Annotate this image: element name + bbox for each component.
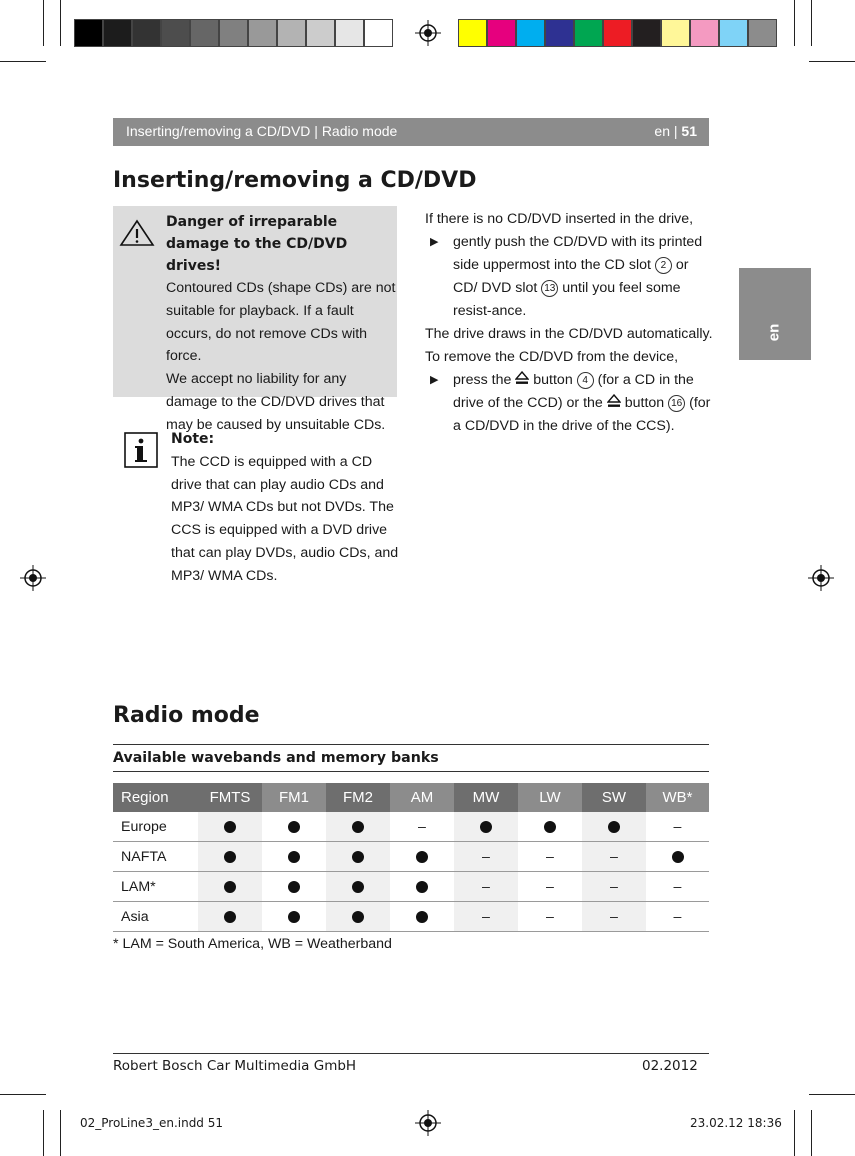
- available-dot-icon: [262, 872, 326, 902]
- filled-circle-icon: [224, 851, 236, 863]
- unavailable-cell: –: [454, 842, 518, 872]
- available-dot-icon: [646, 842, 709, 872]
- available-dot-icon: [582, 812, 646, 842]
- footer-divider: [113, 1053, 709, 1054]
- remove-step: ▶ press the button 4 (for a CD in the drive of the CCD) or the button 16 (for a CD/DVD in the drive of the CCS).: [425, 369, 715, 438]
- warning-box: [113, 206, 397, 433]
- column-header: WB*: [646, 783, 709, 812]
- filled-circle-icon: [224, 821, 236, 833]
- unavailable-cell: –: [518, 842, 582, 872]
- color-swatch: [248, 19, 277, 47]
- color-swatch: [574, 19, 603, 47]
- filled-circle-icon: [352, 851, 364, 863]
- column-header: FMTS: [198, 783, 262, 812]
- slug-timestamp: 23.02.12 18:36: [690, 1116, 782, 1130]
- bullet-arrow-icon: ▶: [430, 236, 439, 248]
- unavailable-cell: –: [390, 812, 454, 842]
- region-name: Europe: [113, 812, 198, 842]
- region-name: NAFTA: [113, 842, 198, 872]
- column-header: SW: [582, 783, 646, 812]
- filled-circle-icon: [352, 821, 364, 833]
- filled-circle-icon: [224, 881, 236, 893]
- unavailable-cell: –: [454, 902, 518, 932]
- color-swatch: [748, 19, 777, 47]
- footer-date: 02.2012: [642, 1058, 698, 1074]
- region-name: Asia: [113, 902, 198, 932]
- note-body: The CCD is equipped with a CD drive that can play audio CDs and MP3/ WMA CDs but not DVDs. The CCS is equipped with a DVD drive that can play DVDs, audio CDs, and MP3/ WMA CDs.: [171, 453, 399, 584]
- filled-circle-icon: [288, 881, 300, 893]
- column-header: AM: [390, 783, 454, 812]
- available-dot-icon: [326, 872, 390, 902]
- color-swatch: [335, 19, 364, 47]
- page-header: [113, 118, 709, 146]
- color-swatch: [458, 19, 487, 47]
- footer-company: Robert Bosch Car Multimedia GmbH: [113, 1058, 357, 1074]
- note-block: [171, 428, 399, 588]
- available-dot-icon: [390, 842, 454, 872]
- color-swatch: [277, 19, 306, 47]
- header-page-info: en | 51: [654, 123, 697, 139]
- filled-circle-icon: [352, 911, 364, 923]
- section-title-cd: Inserting/removing a CD/DVD: [113, 168, 477, 193]
- table-row: [113, 872, 709, 902]
- eject-icon: [515, 371, 529, 386]
- unavailable-cell: –: [646, 902, 709, 932]
- unavailable-cell: –: [582, 842, 646, 872]
- filled-circle-icon: [416, 911, 428, 923]
- color-swatch: [219, 19, 248, 47]
- color-swatch: [661, 19, 690, 47]
- unavailable-cell: –: [518, 902, 582, 932]
- insert-step: ▶ gently push the CD/DVD with its printed side uppermost into the CD slot 2 or CD/ DVD slot 13 until you feel some resist-ance.: [425, 231, 715, 323]
- column-header: FM2: [326, 783, 390, 812]
- color-swatch: [103, 19, 132, 47]
- header-section-title: Inserting/removing a CD/DVD | Radio mode: [126, 123, 398, 139]
- available-dot-icon: [390, 902, 454, 932]
- divider: [113, 744, 709, 745]
- color-swatch: [719, 19, 748, 47]
- filled-circle-icon: [288, 911, 300, 923]
- slug-filename: 02_ProLine3_en.indd 51: [80, 1116, 224, 1130]
- available-dot-icon: [390, 872, 454, 902]
- available-dot-icon: [262, 812, 326, 842]
- unavailable-cell: –: [646, 872, 709, 902]
- available-dot-icon: [326, 812, 390, 842]
- filled-circle-icon: [352, 881, 364, 893]
- table-row: [113, 842, 709, 872]
- available-dot-icon: [518, 812, 582, 842]
- eject-icon: [607, 394, 621, 409]
- color-swatch: [516, 19, 545, 47]
- available-dot-icon: [198, 872, 262, 902]
- auto-draw-text: The drive draws in the CD/DVD automatically.: [425, 326, 713, 342]
- color-swatch: [74, 19, 103, 47]
- available-dot-icon: [198, 812, 262, 842]
- filled-circle-icon: [672, 851, 684, 863]
- color-swatch: [690, 19, 719, 47]
- table-caption: Available wavebands and memory banks: [113, 750, 439, 766]
- unavailable-cell: –: [454, 872, 518, 902]
- color-swatch: [161, 19, 190, 47]
- color-swatch: [545, 19, 574, 47]
- column-header: MW: [454, 783, 518, 812]
- filled-circle-icon: [416, 851, 428, 863]
- available-dot-icon: [198, 902, 262, 932]
- callout-number: 16: [668, 395, 685, 412]
- callout-number: 2: [655, 257, 672, 274]
- unavailable-cell: –: [518, 872, 582, 902]
- waveband-table: [113, 783, 709, 932]
- table-footnote: * LAM = South America, WB = Weatherband: [113, 936, 392, 952]
- section-title-radio: Radio mode: [113, 703, 260, 728]
- grayscale-color-bar: [74, 19, 393, 47]
- filled-circle-icon: [480, 821, 492, 833]
- language-tab: en: [739, 268, 811, 360]
- filled-circle-icon: [608, 821, 620, 833]
- available-dot-icon: [262, 842, 326, 872]
- available-dot-icon: [262, 902, 326, 932]
- table-row: [113, 812, 709, 842]
- color-swatch: [487, 19, 516, 47]
- instructions-column: [425, 208, 715, 438]
- registration-mark-icon: [20, 565, 46, 591]
- available-dot-icon: [198, 842, 262, 872]
- color-swatch: [190, 19, 219, 47]
- remove-intro: To remove the CD/DVD from the device,: [425, 349, 679, 365]
- insert-intro: If there is no CD/DVD inserted in the drive,: [425, 211, 694, 227]
- divider: [113, 771, 709, 772]
- filled-circle-icon: [416, 881, 428, 893]
- available-dot-icon: [326, 842, 390, 872]
- process-color-bar: [458, 19, 777, 47]
- column-header: FM1: [262, 783, 326, 812]
- column-header-region: Region: [113, 783, 198, 812]
- column-header: LW: [518, 783, 582, 812]
- unavailable-cell: –: [582, 902, 646, 932]
- warning-body: Contoured CDs (shape CDs) are not suitable for playback. If a fault occurs, do not remove CDs with force.: [166, 280, 396, 365]
- registration-mark-icon: [808, 565, 834, 591]
- callout-number: 4: [577, 372, 594, 389]
- region-name: LAM*: [113, 872, 198, 902]
- available-dot-icon: [326, 902, 390, 932]
- table-row: [113, 902, 709, 932]
- note-title: Note:: [171, 431, 215, 447]
- color-swatch: [603, 19, 632, 47]
- filled-circle-icon: [544, 821, 556, 833]
- color-swatch: [364, 19, 393, 47]
- unavailable-cell: –: [646, 812, 709, 842]
- filled-circle-icon: [288, 821, 300, 833]
- callout-number: 13: [541, 280, 558, 297]
- page-number: 51: [681, 123, 697, 139]
- color-swatch: [306, 19, 335, 47]
- available-dot-icon: [454, 812, 518, 842]
- registration-mark-icon: [415, 20, 441, 46]
- bullet-arrow-icon: ▶: [430, 374, 439, 386]
- filled-circle-icon: [288, 851, 300, 863]
- warning-icon: [118, 218, 156, 248]
- filled-circle-icon: [224, 911, 236, 923]
- info-icon: [124, 432, 158, 468]
- color-swatch: [132, 19, 161, 47]
- unavailable-cell: –: [582, 872, 646, 902]
- registration-mark-icon: [415, 1110, 441, 1136]
- color-swatch: [632, 19, 661, 47]
- warning-liability: We accept no liability for any damage to the CD/DVD drives that may be caused by unsuitable CDs.: [166, 371, 386, 433]
- warning-title: Danger of irreparable damage to the CD/DVD drives!: [166, 214, 348, 274]
